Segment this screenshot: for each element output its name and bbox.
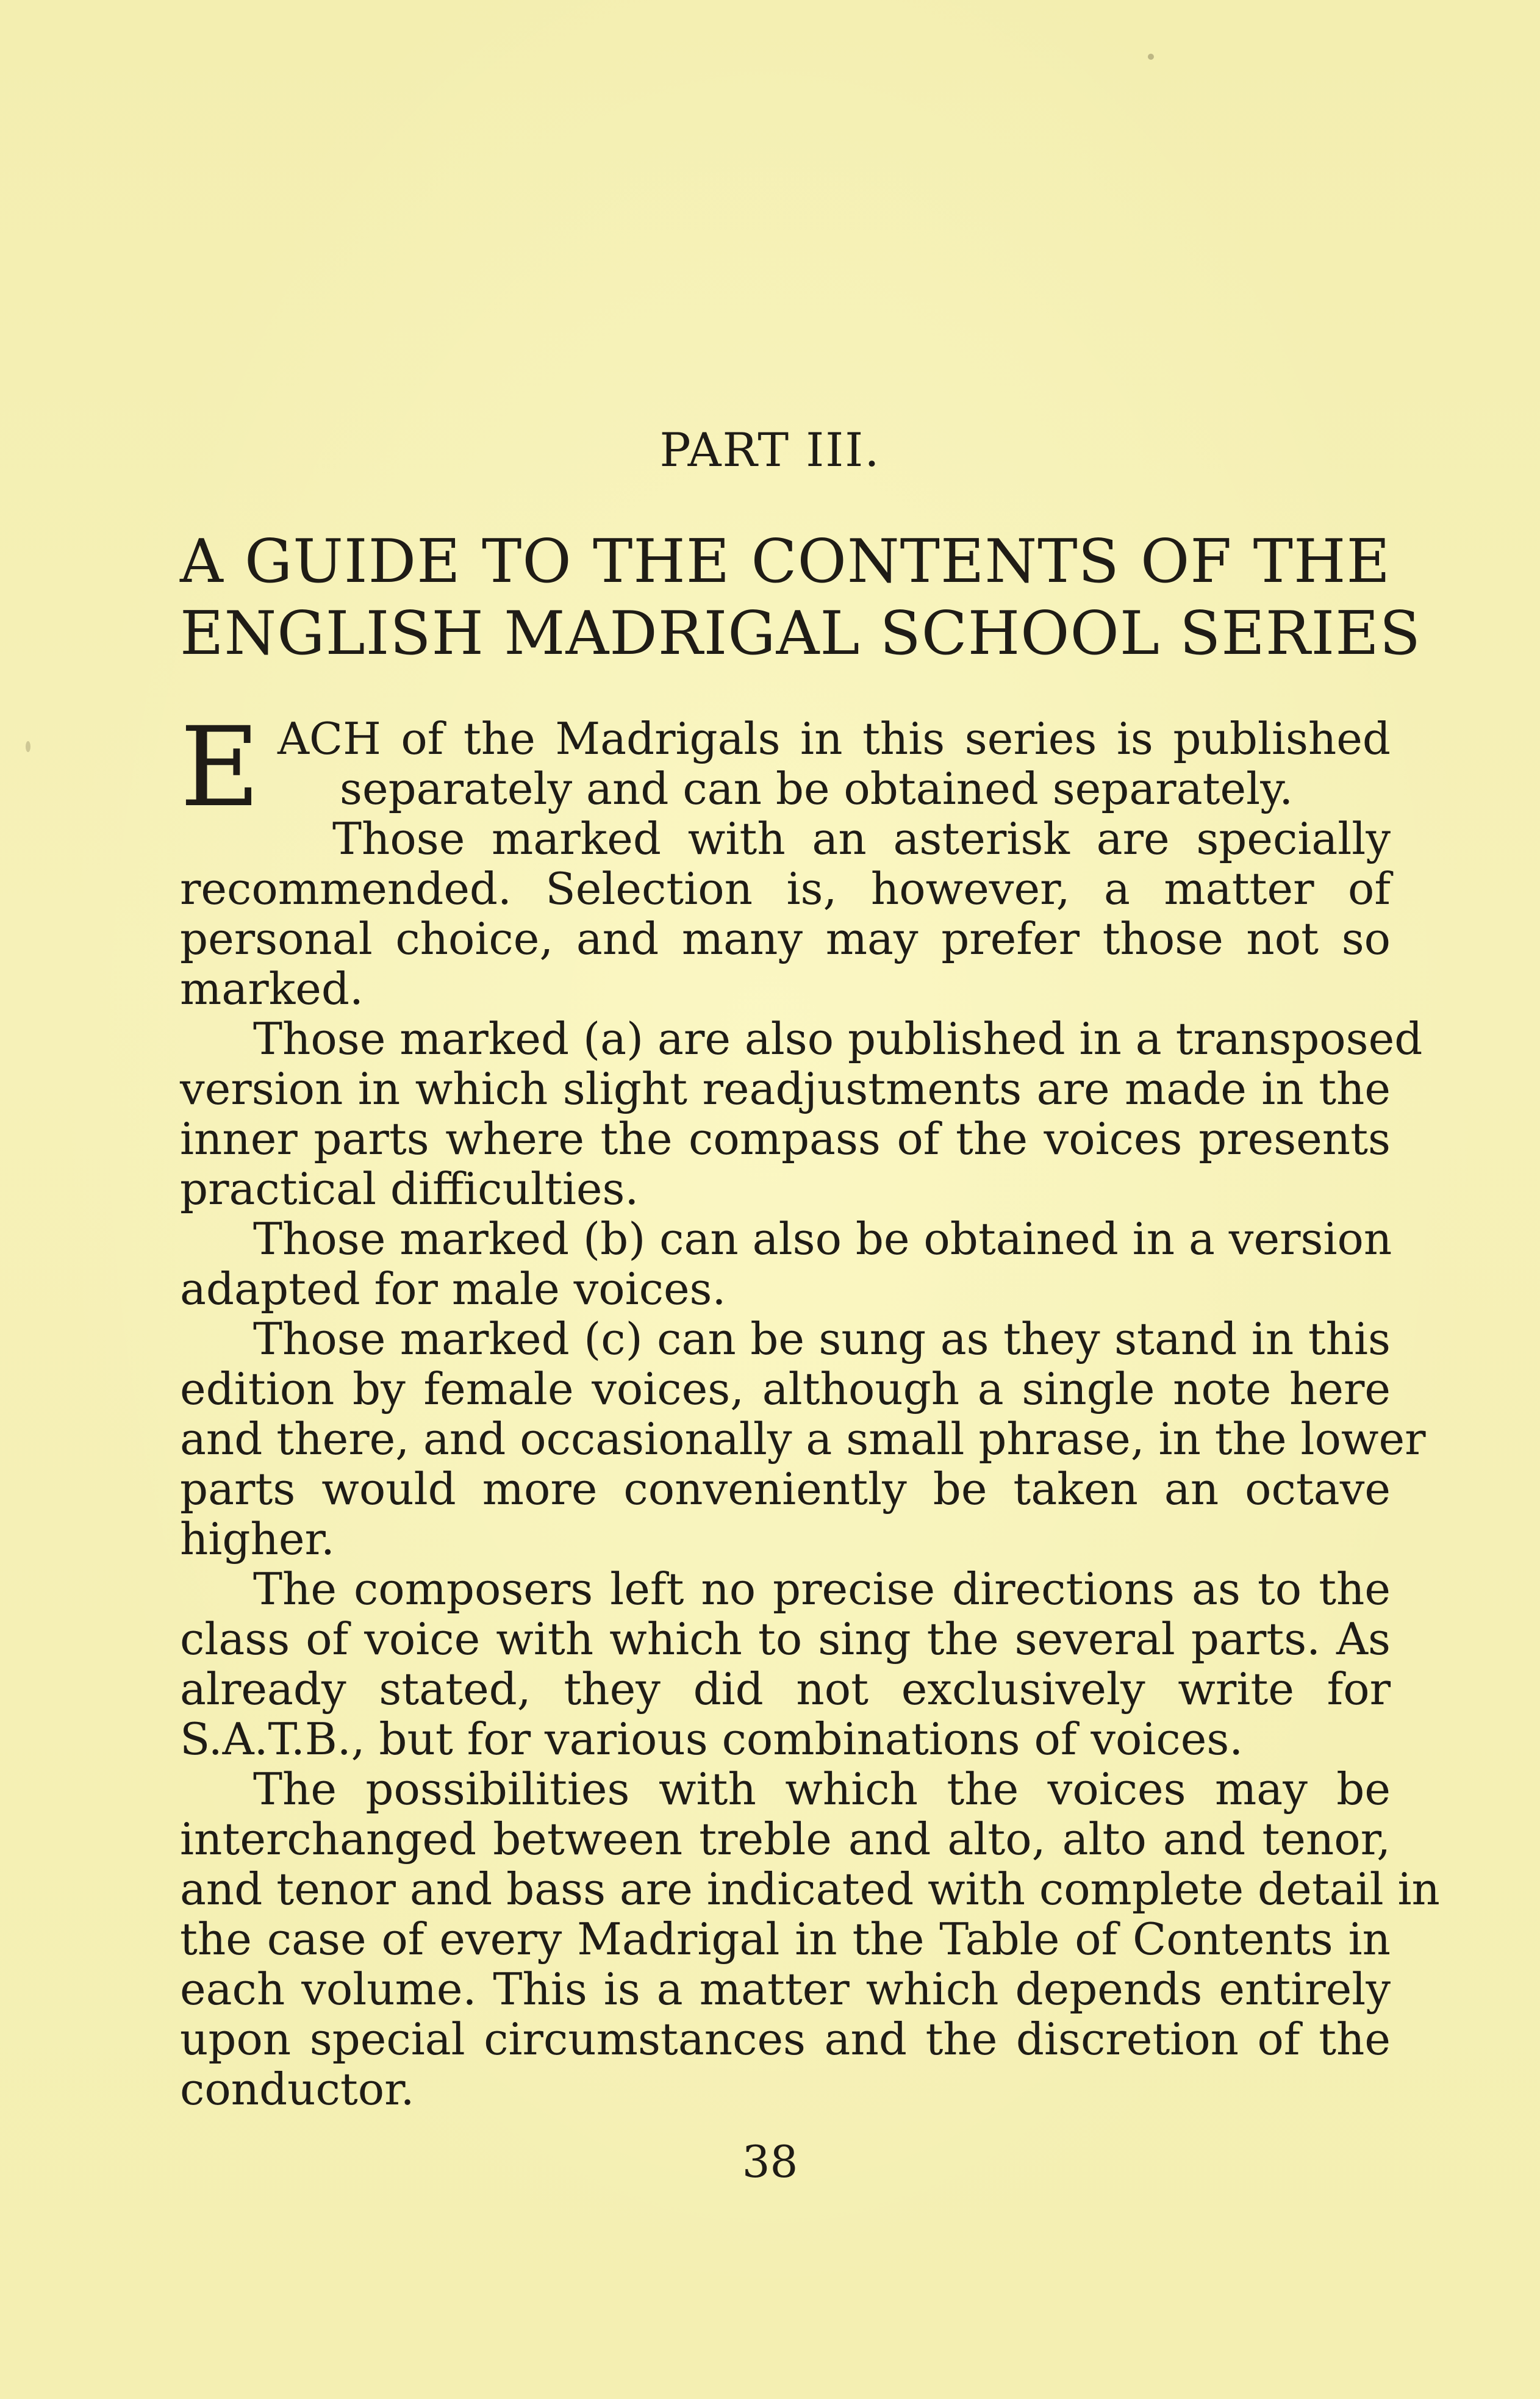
body-text	[180, 704, 1440, 2115]
text-line: already stated, they did not exclusively write for	[180, 1663, 1391, 1715]
drop-cap: E	[180, 704, 260, 831]
text-line: each volume. This is a matter which depends entirely	[180, 1963, 1391, 2015]
text-line: recommended. Selection is, however, a matter of	[180, 863, 1391, 914]
paragraph-6	[180, 1564, 1391, 1764]
text-line: conductor.	[180, 2064, 415, 2115]
text-line: Those marked (a) are also published in a transposed	[253, 1013, 1423, 1064]
text-line: adapted for male voices.	[180, 1263, 726, 1314]
text-line: class of voice with which to sing the several parts. As	[180, 1613, 1391, 1665]
text-line: version in which slight readjustments are made in the	[180, 1063, 1391, 1114]
text-line: interchanged between treble and alto, alto and tenor,	[180, 1813, 1391, 1865]
text-line: Those marked (b) can also be obtained in a version	[253, 1213, 1392, 1264]
text-line: higher.	[180, 1513, 335, 1565]
text-line: Those marked (c) can be sung as they stand in this	[253, 1313, 1391, 1364]
text-line: edition by female voices, although a single note here	[180, 1363, 1391, 1415]
text-line: the case of every Madrigal in the Table of Contents in	[180, 1913, 1391, 1965]
text-line: upon special circumstances and the discretion of the	[180, 2014, 1391, 2065]
text-line: marked.	[180, 963, 364, 1014]
text-line: and tenor and bass are indicated with complete detail in	[180, 1863, 1440, 1915]
paragraph-1	[180, 704, 1391, 1014]
text-line: parts would more conveniently be taken an octave	[180, 1463, 1391, 1515]
text-line: and there, and occasionally a small phrase, in the lower	[180, 1413, 1426, 1465]
page-title	[180, 526, 1421, 670]
part-heading: PART III.	[659, 423, 881, 477]
text-line: The composers left no precise directions as to the	[253, 1563, 1391, 1615]
text-line: practical difficulties.	[180, 1163, 639, 1214]
paragraph-5	[180, 1313, 1426, 1565]
text-line: S.A.T.B., but for various combinations of voices.	[180, 1713, 1244, 1765]
text-line: Those marked with an asterisk are specially	[332, 813, 1391, 864]
text-line: personal choice, and many may prefer those not so	[180, 913, 1391, 964]
page-number: 38	[742, 2136, 798, 2187]
title-line-2: ENGLISH MADRIGAL SCHOOL SERIES	[180, 599, 1421, 669]
title-line-1: A GUIDE TO THE CONTENTS OF THE	[180, 527, 1391, 597]
paper-speck	[1148, 54, 1154, 60]
paragraph-7	[180, 1763, 1440, 2115]
text-line: The possibilities with which the voices may be	[253, 1763, 1391, 1815]
paragraph-3	[180, 1013, 1423, 1214]
paragraph-4	[180, 1214, 1391, 1314]
text-line: separately and can be obtained separately.	[340, 763, 1294, 814]
text-line: ACH of the Madrigals in this series is published	[278, 713, 1391, 764]
text-line: inner parts where the compass of the voices presents	[180, 1113, 1391, 1164]
paper-mark	[26, 741, 30, 752]
